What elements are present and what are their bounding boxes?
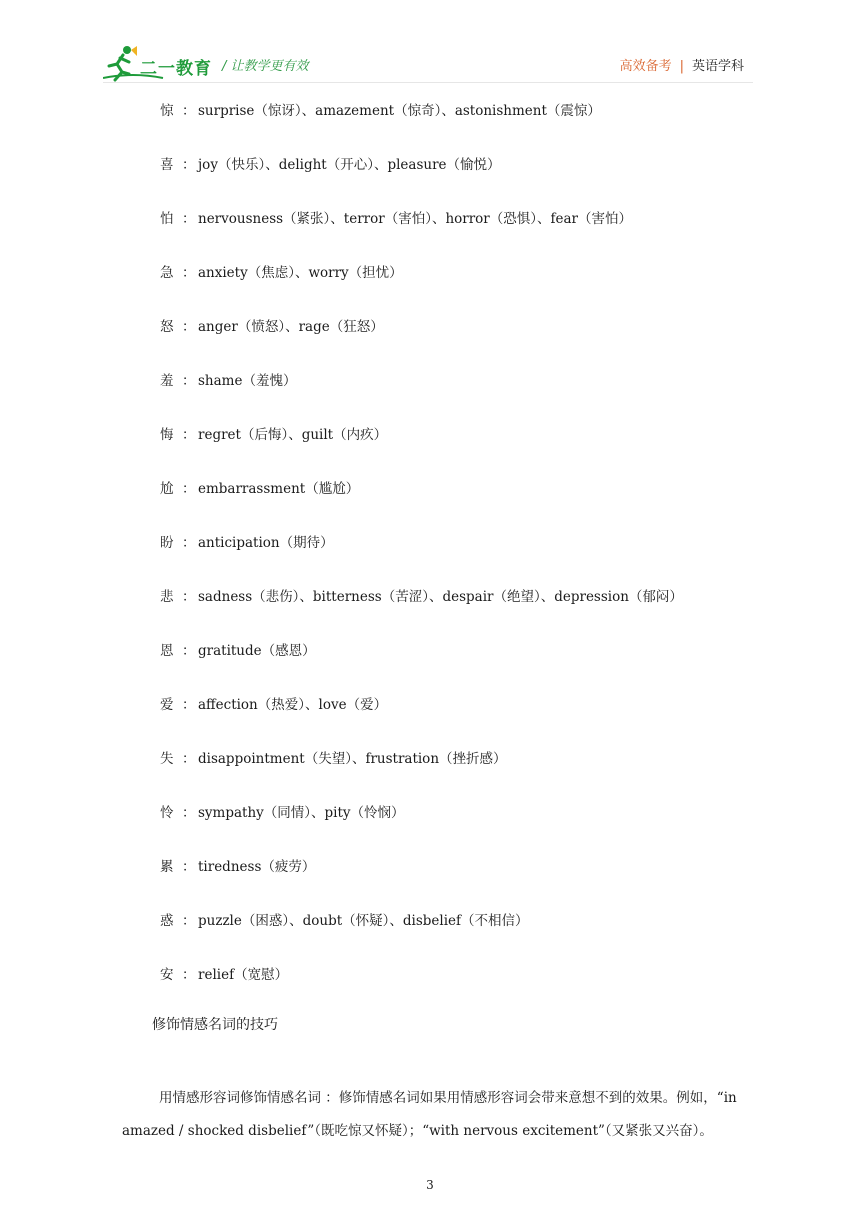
- emotion-char: 恩: [160, 643, 174, 659]
- list-item: [160, 421, 683, 475]
- list-item: [160, 367, 683, 421]
- emotion-char: 悔: [160, 427, 174, 443]
- list-item: [160, 259, 683, 313]
- emotion-char: 尬: [160, 481, 174, 497]
- list-item: [160, 853, 683, 907]
- emotion-char: 怜: [160, 805, 174, 821]
- header-right: [620, 55, 744, 74]
- header-label-exam: 高效备考: [619, 59, 672, 74]
- emotion-words: disappointment（失望）、frustration（挫折感）: [198, 751, 507, 767]
- colon: ：: [182, 373, 196, 389]
- colon: ：: [182, 589, 196, 605]
- emotion-char: 喜: [160, 157, 174, 173]
- emotion-words: affection（热爱）、love（爱）: [198, 697, 388, 713]
- list-item: [160, 97, 683, 151]
- emotion-words: anxiety（焦虑）、worry（担忧）: [198, 265, 403, 281]
- emotion-words: surprise（惊讶）、amazement（惊奇）、astonishment（震惊）: [198, 103, 601, 119]
- emotion-char: 怕: [160, 211, 174, 227]
- emotion-char: 盼: [160, 535, 174, 551]
- emotion-words: gratitude（感恩）: [198, 643, 316, 659]
- emotion-char: 急: [160, 265, 174, 281]
- list-item: [160, 691, 683, 745]
- colon: ：: [182, 265, 196, 281]
- colon: ：: [182, 805, 196, 821]
- colon: ：: [182, 697, 196, 713]
- emotion-words: joy（快乐）、delight（开心）、pleasure（愉悦）: [198, 157, 501, 173]
- emotion-vocab-list: [160, 97, 683, 1015]
- list-item: [160, 313, 683, 367]
- emotion-char: 惊: [160, 103, 174, 119]
- list-item: [160, 529, 683, 583]
- emotion-char: 悲: [160, 589, 174, 605]
- emotion-char: 失: [160, 751, 174, 767]
- emotion-words: regret（后悔）、guilt（内疚）: [198, 427, 388, 443]
- emotion-words: anticipation（期待）: [198, 535, 334, 551]
- page-number: 3: [426, 1178, 434, 1192]
- emotion-char: 累: [160, 859, 174, 875]
- emotion-char: 羞: [160, 373, 174, 389]
- slogan: / 让教学更有效: [222, 59, 309, 74]
- emotion-words: sadness（悲伤）、bitterness（苦涩）、despair（绝望）、depression（郁闷）: [198, 589, 683, 605]
- colon: ：: [182, 535, 196, 551]
- page-header: [0, 0, 860, 90]
- section-title: 修饰情感名词的技巧: [152, 1017, 278, 1033]
- emotion-words: shame（羞愧）: [198, 373, 297, 389]
- logo-text: 二一教育: [140, 59, 212, 79]
- list-item: [160, 745, 683, 799]
- emotion-words: sympathy（同情）、pity（怜悯）: [198, 805, 405, 821]
- header-separator: |: [679, 59, 684, 74]
- emotion-words: relief（宽慰）: [198, 967, 289, 983]
- list-item: [160, 799, 683, 853]
- list-item: [160, 637, 683, 691]
- colon: ：: [182, 967, 196, 983]
- emotion-char: 爱: [160, 697, 174, 713]
- list-item: [160, 151, 683, 205]
- emotion-char: 安: [160, 967, 174, 983]
- colon: ：: [182, 481, 196, 497]
- colon: ：: [182, 427, 196, 443]
- header-divider: [103, 82, 753, 83]
- list-item: [160, 205, 683, 259]
- colon: ：: [182, 751, 196, 767]
- emotion-words: tiredness（疲劳）: [198, 859, 316, 875]
- emotion-words: anger（愤怒）、rage（狂怒）: [198, 319, 384, 335]
- list-item: [160, 583, 683, 637]
- emotion-char: 怒: [160, 319, 174, 335]
- emotion-words: embarrassment（尴尬）: [198, 481, 360, 497]
- list-item: [160, 475, 683, 529]
- colon: ：: [182, 913, 196, 929]
- colon: ：: [182, 643, 196, 659]
- colon: ：: [182, 319, 196, 335]
- header-label-subject: 英语学科: [691, 59, 744, 74]
- colon: ：: [182, 859, 196, 875]
- emotion-words: nervousness（紧张）、terror（害怕）、horror（恐惧）、fear（害怕）: [198, 211, 633, 227]
- colon: ：: [182, 103, 196, 119]
- body-paragraph: 用情感形容词修饰情感名词 ：修饰情感名词如果用情感形容词会带来意想不到的效果。例如，“in amazed / shocked disbelief”（既吃惊又怀疑）；“with nervous excitement”（又紧张又兴奋）。: [122, 1089, 737, 1139]
- colon: ：: [182, 211, 196, 227]
- list-item: [160, 907, 683, 961]
- emotion-char: 惑: [160, 913, 174, 929]
- emotion-words: puzzle（困惑）、doubt（怀疑）、disbelief（不相信）: [198, 913, 529, 929]
- colon: ：: [182, 157, 196, 173]
- list-item: [160, 961, 683, 1015]
